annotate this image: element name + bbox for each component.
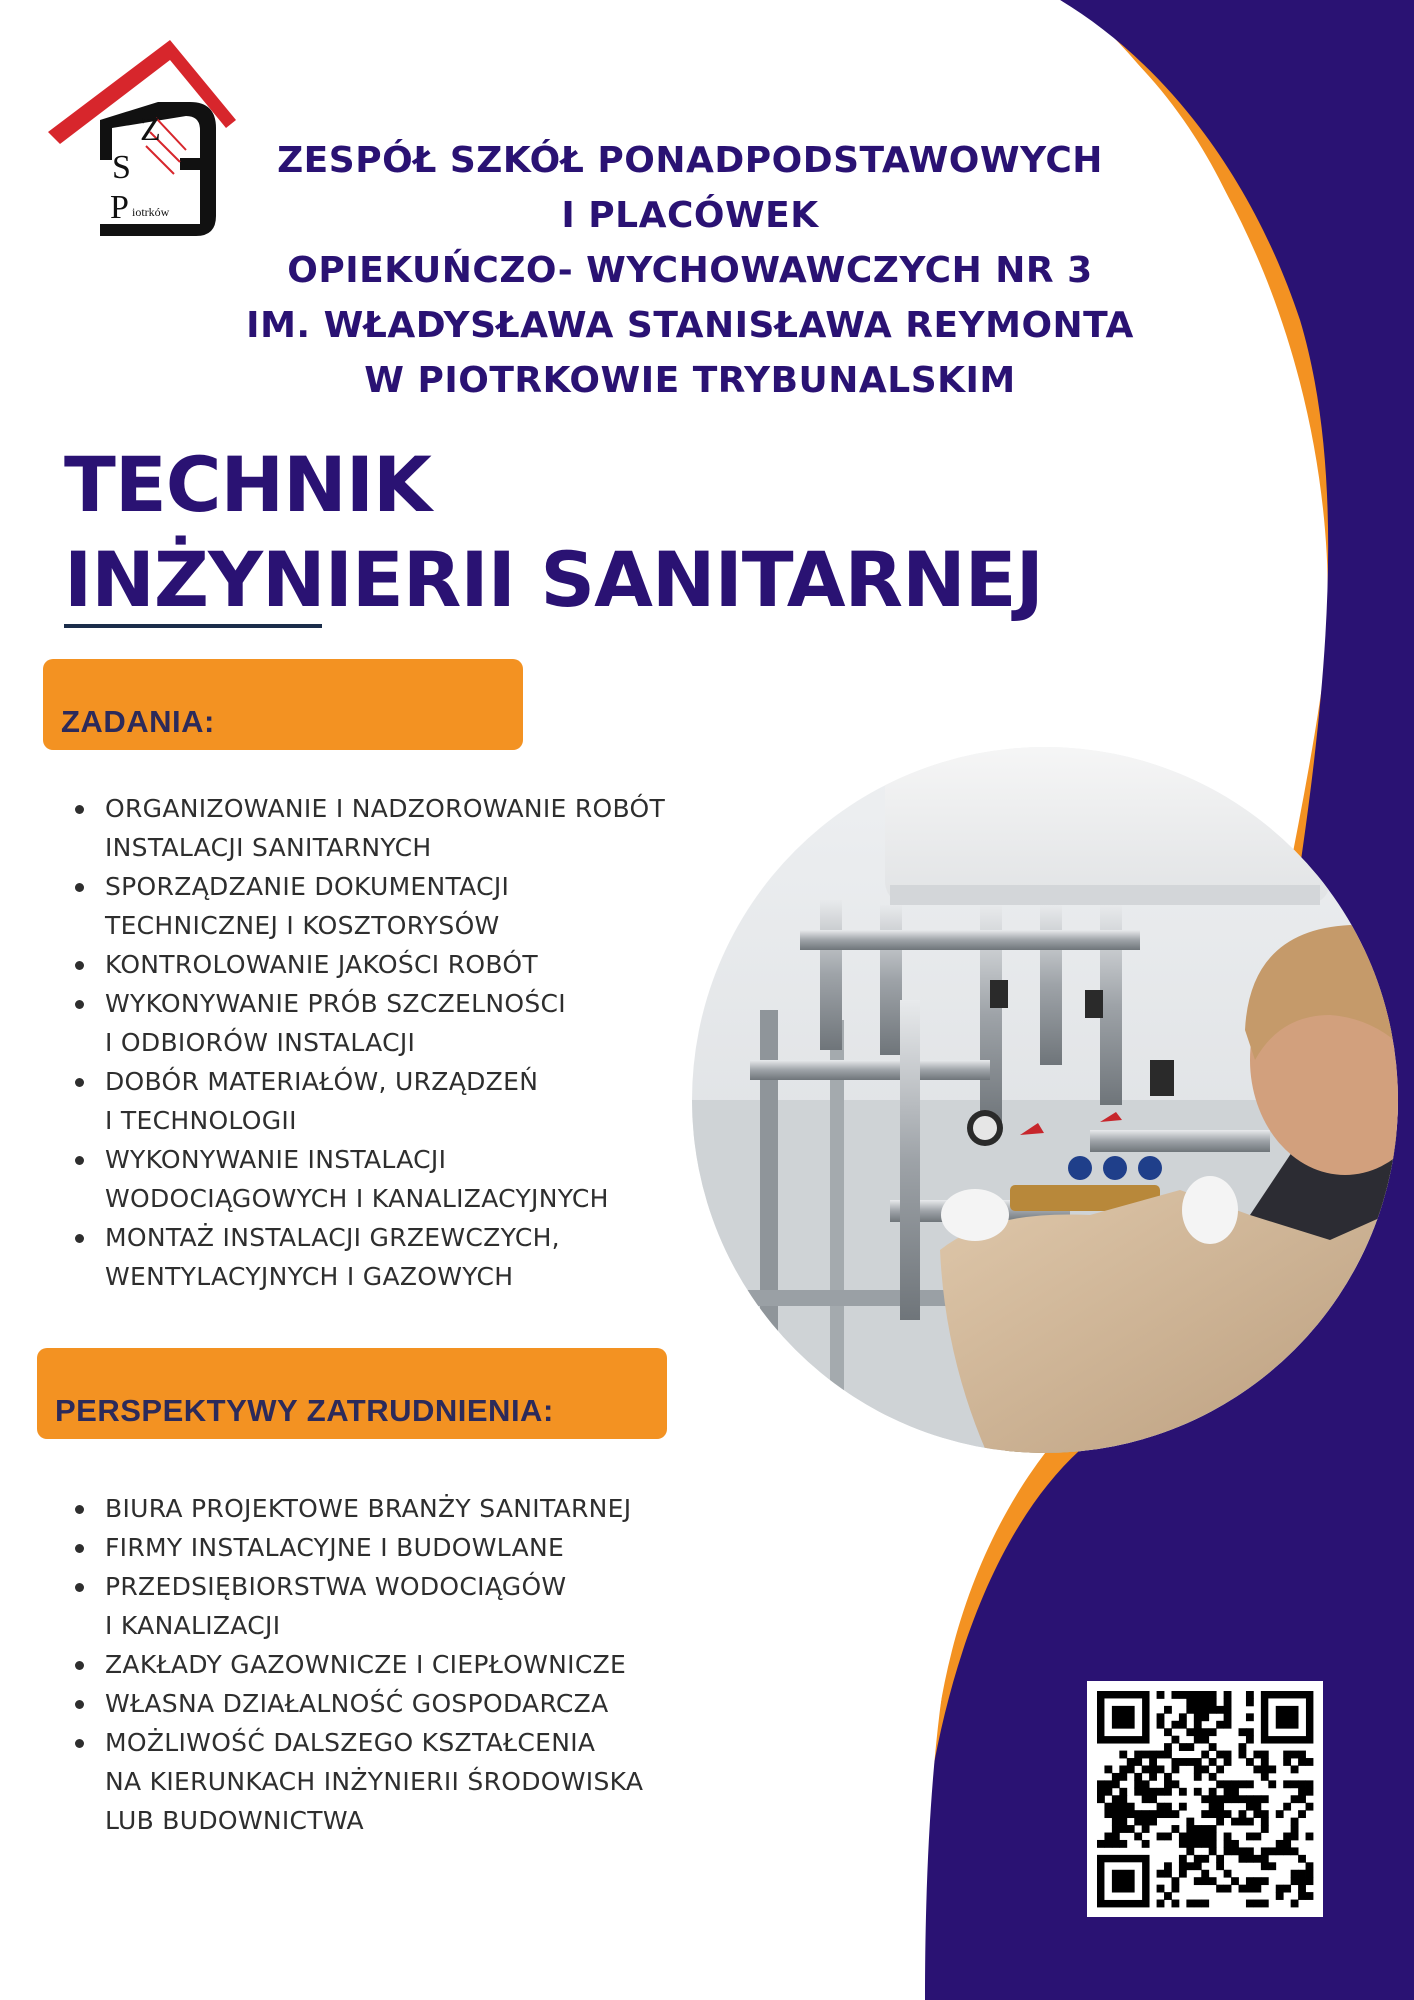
title-underline bbox=[64, 624, 322, 628]
logo-city: iotrków bbox=[132, 205, 170, 219]
jobs-item-line: NA KIERUNKACH INŻYNIERII ŚRODOWISKA bbox=[105, 1767, 644, 1796]
jobs-item bbox=[77, 1489, 643, 1528]
jobs-item-line: FIRMY INSTALACYJNE I BUDOWLANE bbox=[105, 1533, 565, 1562]
tasks-item bbox=[77, 789, 665, 867]
tasks-item bbox=[77, 1218, 665, 1296]
tasks-item-line: I TECHNOLOGII bbox=[105, 1106, 297, 1135]
school-name-line: OPIEKUŃCZO- WYCHOWAWCZYCH NR 3 bbox=[287, 250, 1093, 291]
tasks-list bbox=[77, 789, 665, 1296]
tasks-heading: ZADANIA: bbox=[61, 704, 215, 739]
jobs-item bbox=[77, 1684, 643, 1723]
jobs-item-line: WŁASNA DZIAŁALNOŚĆ GOSPODARCZA bbox=[105, 1689, 609, 1718]
logo-letter-z: Z bbox=[140, 111, 161, 148]
jobs-heading: PERSPEKTYWY ZATRUDNIENIA: bbox=[55, 1393, 554, 1428]
jobs-item-line: MOŻLIWOŚĆ DALSZEGO KSZTAŁCENIA bbox=[105, 1728, 596, 1757]
title-line-1: TECHNIK bbox=[64, 440, 431, 529]
page-title bbox=[64, 437, 1043, 627]
jobs-item bbox=[77, 1528, 643, 1567]
jobs-item-line: LUB BUDOWNICTWA bbox=[105, 1806, 364, 1835]
tasks-item-line: WYKONYWANIE PRÓB SZCZELNOŚCI bbox=[105, 989, 566, 1018]
tasks-item-line: TECHNICZNEJ I KOSZTORYSÓW bbox=[105, 911, 500, 940]
tasks-item-line: INSTALACJI SANITARNYCH bbox=[105, 833, 432, 862]
tasks-item-line: ORGANIZOWANIE I NADZOROWANIE ROBÓT bbox=[105, 794, 666, 823]
tasks-item bbox=[77, 1062, 665, 1140]
jobs-item-line: BIURA PROJEKTOWE BRANŻY SANITARNEJ bbox=[105, 1494, 632, 1523]
tasks-item-line: DOBÓR MATERIAŁÓW, URZĄDZEŃ bbox=[105, 1067, 539, 1096]
school-name-line: W PIOTRKOWIE TRYBUNALSKIM bbox=[364, 360, 1016, 401]
tasks-item bbox=[77, 984, 665, 1062]
logo-letter-s: S bbox=[112, 149, 131, 186]
tasks-item-line: I ODBIORÓW INSTALACJI bbox=[105, 1028, 416, 1057]
school-name-line: IM. WŁADYSŁAWA STANISŁAWA REYMONTA bbox=[246, 305, 1134, 346]
tasks-item bbox=[77, 945, 665, 984]
jobs-heading-bar bbox=[37, 1348, 667, 1439]
tasks-item-line: WYKONYWANIE INSTALACJI bbox=[105, 1145, 447, 1174]
school-name bbox=[180, 133, 1200, 408]
jobs-item-line: PRZEDSIĘBIORSTWA WODOCIĄGÓW bbox=[105, 1572, 567, 1601]
qr-code[interactable] bbox=[1087, 1681, 1323, 1917]
title-line-2: INŻYNIERII SANITARNEJ bbox=[64, 535, 1043, 624]
tasks-heading-bar bbox=[43, 659, 523, 750]
tasks-item-line: WODOCIĄGOWYCH I KANALIZACYJNYCH bbox=[105, 1184, 609, 1213]
tasks-item bbox=[77, 1140, 665, 1218]
jobs-item bbox=[77, 1567, 643, 1645]
logo-letter-p: P bbox=[110, 189, 129, 226]
tasks-item-line: KONTROLOWANIE JAKOŚCI ROBÓT bbox=[105, 950, 538, 979]
school-name-line: ZESPÓŁ SZKÓŁ PONADPODSTAWOWYCH bbox=[277, 140, 1103, 181]
jobs-item bbox=[77, 1723, 643, 1840]
jobs-item bbox=[77, 1645, 643, 1684]
jobs-list bbox=[77, 1489, 643, 1840]
jobs-item-line: ZAKŁADY GAZOWNICZE I CIEPŁOWNICZE bbox=[105, 1650, 627, 1679]
tasks-item-line: MONTAŻ INSTALACJI GRZEWCZYCH, bbox=[105, 1223, 560, 1252]
tasks-item-line: WENTYLACYJNYCH I GAZOWYCH bbox=[105, 1262, 514, 1291]
school-name-line: I PLACÓWEK bbox=[561, 195, 819, 236]
tasks-item bbox=[77, 867, 665, 945]
jobs-item-line: I KANALIZACJI bbox=[105, 1611, 281, 1640]
tasks-item-line: SPORZĄDZANIE DOKUMENTACJI bbox=[105, 872, 510, 901]
